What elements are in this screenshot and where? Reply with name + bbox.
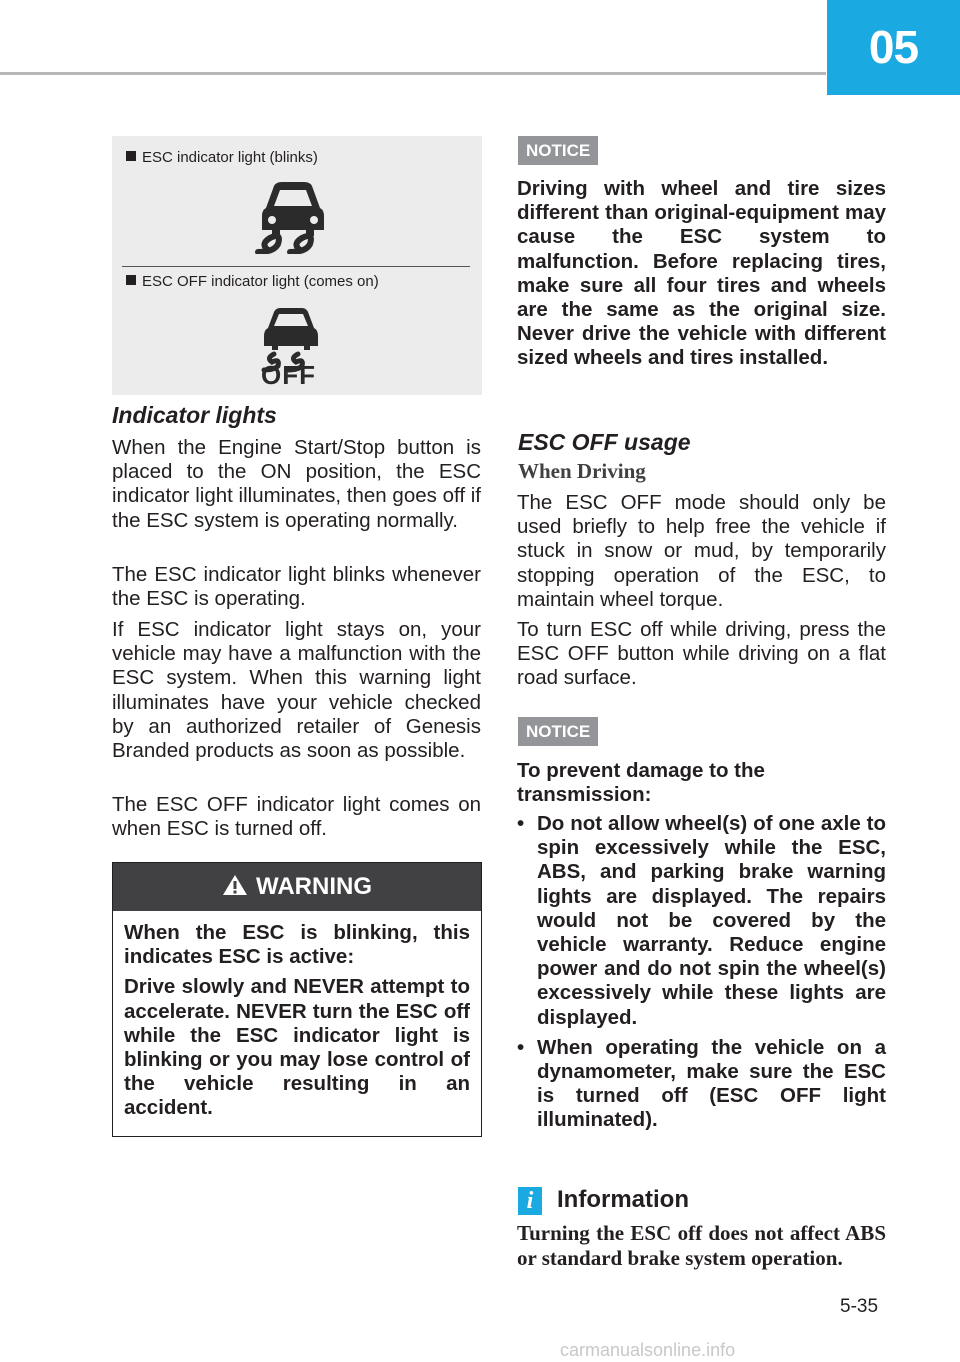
esc-indicator-icon	[252, 178, 332, 254]
notice-1-text: Driving with wheel and tire sizes different than original-equipment may cause the ESC system to malfunction. Before replacing tires, make sure all four tires and wheels are the same as the original size. Never drive the vehicle with different sized wheels and tires installed.	[517, 177, 886, 370]
square-bullet-icon	[126, 275, 136, 285]
watermark: carmanualsonline.info	[560, 1340, 736, 1360]
off-icon-text: OFF	[261, 360, 316, 390]
information-icon: i	[518, 1187, 542, 1215]
list-item: • Do not allow wheel(s) of one axle to spin excessively while the ESC, ABS, and parking brake warning lights are displayed. The repairs would not be covered by the vehicle warranty. Reduce engine power and do not spin the wheel(s) excessively while these lights are displayed.	[517, 812, 886, 1030]
esc-off-usage-heading: ESC OFF usage	[518, 429, 691, 455]
information-title: Information	[557, 1186, 689, 1213]
indicator-paragraph-3: If ESC indicator light stays on, your vehicle may have a malfunction with the ESC system. When this warning light illuminates have your vehicle checked by an authorized retailer of Genesis Branded products as soon as possible.	[112, 618, 481, 763]
figure-divider	[122, 266, 470, 267]
esc-indicator-figure	[112, 136, 482, 395]
notice-tag-2: NOTICE	[518, 717, 598, 746]
warning-box	[112, 862, 482, 1137]
warning-body	[124, 921, 470, 1127]
warning-triangle-icon	[222, 874, 248, 896]
esc-off-paragraph-2: To turn ESC off while driving, press the ESC OFF button while driving on a flat road surface.	[517, 618, 886, 690]
notice-tag-1: NOTICE	[518, 136, 598, 165]
indicator-lights-heading: Indicator lights	[112, 402, 277, 428]
header-rule	[0, 72, 826, 75]
notice-2-intro: To prevent damage to the transmission:	[517, 759, 765, 807]
warning-title: WARNING	[256, 873, 372, 900]
warning-header	[113, 863, 481, 911]
indicator-paragraph-2: The ESC indicator light blinks whenever the ESC is operating.	[112, 563, 481, 611]
warning-text-1: When the ESC is blinking, this indicates ESC is active:	[124, 921, 470, 969]
square-bullet-icon	[126, 151, 136, 161]
esc-off-paragraph-1: The ESC OFF mode should only be used briefly to help free the vehicle if stuck in snow or mud, by temporarily stopping operation of the ESC, to maintain wheel torque.	[517, 491, 886, 611]
figure-label-off: ESC OFF indicator light (comes on)	[126, 273, 379, 290]
chapter-tab: 05	[827, 0, 960, 95]
warning-text-2: Drive slowly and NEVER attempt to accelerate. NEVER turn the ESC off while the ESC indicator light is blinking or you may lose control of the vehicle resulting in an accident.	[124, 975, 470, 1120]
page-number: 5-35	[840, 1296, 879, 1317]
information-text: Turning the ESC off does not affect ABS or standard brake system operation.	[517, 1221, 886, 1270]
list-item: • When operating the vehicle on a dynamometer, make sure the ESC is turned off (ESC OFF light illuminated).	[517, 1036, 886, 1133]
notice-2-bullets	[517, 812, 886, 1139]
figure-label-blinks: ESC indicator light (blinks)	[126, 149, 318, 166]
when-driving-subheading: When Driving	[518, 459, 646, 483]
indicator-paragraph-1: When the Engine Start/Stop button is placed to the ON position, the ESC indicator light illuminates, then goes off if the ESC system is operating normally.	[112, 436, 481, 532]
indicator-paragraph-4: The ESC OFF indicator light comes on when ESC is turned off.	[112, 793, 481, 841]
